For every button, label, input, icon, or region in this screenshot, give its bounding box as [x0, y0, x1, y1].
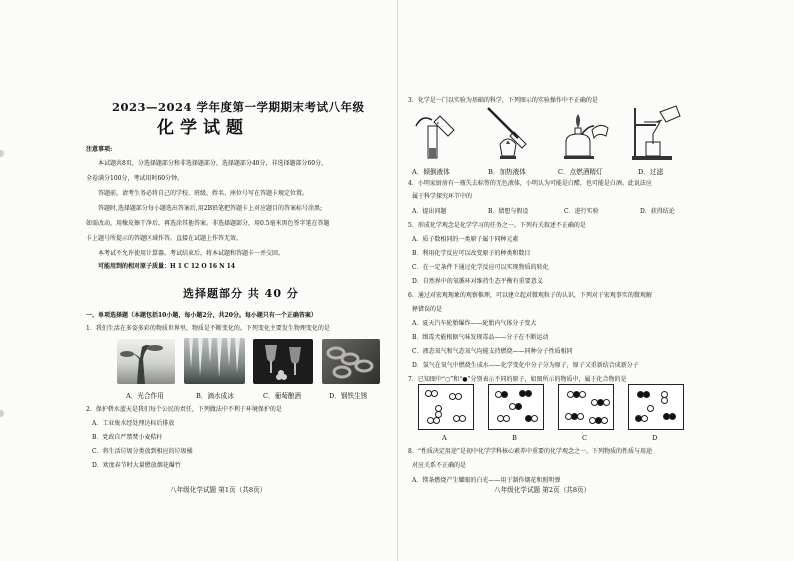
- question-3-option-d: D．过滤: [638, 168, 664, 176]
- question-2-stem: 2．保护碧水蓝天是我们每个公民的责任，下列做法中不利于环境保护的是: [86, 406, 282, 413]
- pouring-liquid-illustration: [410, 108, 470, 160]
- question-5-stem: 5．形成化学观念是化学学习的任务之一。下列有关叙述不正确的是: [408, 222, 586, 229]
- question-6-option-b: B．缉毒犬能根据气味发现毒品——分子在不断运动: [412, 334, 549, 341]
- question-6-stem-line: 释错误的是: [412, 306, 443, 313]
- part-heading: 一、单项选择题（本题包括10小题，每小题2分，共20分。每小题只有一个正确答案）: [86, 312, 317, 319]
- question-3-option-b: B．加热液体: [488, 168, 526, 176]
- question-7-stem: 7．已知图中“○”和“●”分别表示不同的原子，如图所示的物质中，属于化合物的是: [408, 376, 627, 383]
- question-6-option-a: A．夏天汽车轮胎爆炸——轮胎内气体分子变大: [412, 320, 537, 327]
- question-4-option-b: B．猜想与假设: [488, 208, 529, 215]
- ice-dripping-photo: [184, 338, 245, 384]
- note-line: 答题时,选择题部分每小题选出答案后,用2B铅笔把答题卡上对应题目的答案标号涂黑;: [98, 205, 323, 212]
- note-line: 卡上题号所提示的答题区域作答。直接在试题上作答无效。: [86, 235, 243, 242]
- lighting-alcohol-lamp-illustration: [558, 108, 614, 160]
- question-4-option-d: D．获得结论: [640, 208, 675, 215]
- exam-title-main: 化学试题: [157, 118, 249, 138]
- rusty-chain-photo: [322, 339, 380, 384]
- question-5-option-c: C．在一定条件下通过化学反应可以实现物质的转化: [412, 264, 549, 271]
- particle-box-label: D: [652, 434, 658, 442]
- question-5-option-b: B．利用化学反应可以改变原子的种类和数目: [412, 250, 531, 257]
- note-line: 本考试不允许使用计算器。考试结束后，将本试题和答题卡一并交回。: [98, 250, 285, 257]
- notes-heading: 注意事项:: [86, 146, 113, 153]
- filtration-illustration: [626, 104, 686, 162]
- question-8-option-a: A．镁条燃烧产生耀眼的白光——用于制作烟花和照明弹: [412, 477, 561, 484]
- question-4-option-c: C．进行实验: [564, 208, 599, 215]
- question-4-option-a: A．提出问题: [412, 208, 447, 215]
- exam-title-year: 2023—2024 学年度第一学期期末考试八年级: [112, 100, 365, 114]
- particle-box-c: [558, 384, 614, 430]
- note-line: 答题前，请考生务必将自己的学校、班级、姓名、座位号写在答题卡规定位置。: [98, 190, 309, 197]
- particle-box-label: A: [442, 434, 447, 442]
- heating-liquid-illustration: [478, 104, 538, 160]
- particle-box-b: [488, 384, 544, 430]
- question-3-option-a: A．倾倒液体: [412, 168, 450, 176]
- binding-hole: [0, 410, 4, 417]
- particle-box-d: [628, 384, 684, 430]
- binding-hole: [0, 150, 4, 157]
- question-1-stem: 1．我们生活在多姿多彩的物质世界里，物质是不断变化的。下列变化主要发生物理变化的是: [86, 325, 330, 332]
- question-6-option-d: D．氢气在氧气中燃烧生成水——化学变化中分子分为原子，原子又重新结合成新分子: [412, 362, 639, 369]
- particle-box-a: [418, 384, 474, 430]
- question-1-option-a: A．光合作用: [126, 392, 164, 400]
- question-1-option-c: C．葡萄酿酒: [263, 392, 302, 400]
- question-2-option-a: A．工业废水经处理达标后排放: [92, 420, 175, 427]
- question-8-stem-line: 对应关系不正确的是: [412, 462, 467, 469]
- question-2-option-c: C．将生活垃圾分类放到相应的垃圾桶: [92, 448, 193, 455]
- wine-grapes-photo: [253, 339, 313, 384]
- note-line: 本试题共8页，分选择题部分和非选择题部分，选择题部分40分，非选择题部分60分，: [98, 160, 328, 167]
- question-5-option-a: A．质子数相同的一类原子属于同种元素: [412, 236, 519, 243]
- question-2-option-d: D．欢度春节时大量燃放烟花爆竹: [92, 462, 181, 469]
- question-6-option-c: C．液态氧气和气态氧气均能支持燃烧——同种分子性质相同: [412, 348, 573, 355]
- question-5-option-d: D．自然界中的氧循环对维持生态平衡有重要意义: [412, 278, 543, 285]
- page-footer: 八年级化学试题 第2页（共8页）: [494, 486, 591, 494]
- note-line: 如需改动，用橡皮擦干净后，再选涂其他答案。非选择题部分，用0.5毫米黑色签字笔在答题: [86, 220, 330, 227]
- question-3-option-c: C．点燃酒精灯: [558, 168, 603, 176]
- section-title: 选择题部分 共 40 分: [183, 287, 299, 300]
- photosynthesis-photo: [117, 339, 175, 384]
- question-2-option-b: B．党政自严禁焚小麦秸秆: [92, 434, 163, 441]
- question-1-option-b: B．滴水成冰: [196, 392, 234, 400]
- question-3-stem: 3．化学是一门以实验为基础的科学，下列图示的实验操作中不正确的是: [408, 97, 598, 104]
- note-line: 全卷满分100分，考试用时60分钟。: [86, 175, 184, 182]
- question-8-stem-line: 8．“性质决定用途”是初中化学学科核心素养中重要的化学观念之一，下列物质的性质与用途: [408, 448, 652, 455]
- question-6-stem-line: 6．通过对宏观现象的观察推理，可以建立起对微观粒子的认识，下列对于宏观事实的微观解: [408, 292, 652, 299]
- question-1-option-d: D．钢铁生锈: [329, 392, 368, 400]
- particle-box-label: C: [582, 434, 588, 442]
- exam-page-2: [397, 0, 794, 561]
- atomic-masses: 可能用到的相对原子质量：H 1 C 12 O 16 N 14: [98, 263, 236, 270]
- page-footer: 八年级化学试题 第1页（共8页）: [170, 486, 267, 494]
- question-4-stem-line: 4．小明家厨房有一瓶失去标签的无色液体，小明认为可能是白醋，也可能是白酒。此说法应: [408, 180, 652, 187]
- particle-box-label: B: [512, 434, 517, 442]
- question-4-stem-line: 属于科学探究环节中的: [412, 193, 473, 200]
